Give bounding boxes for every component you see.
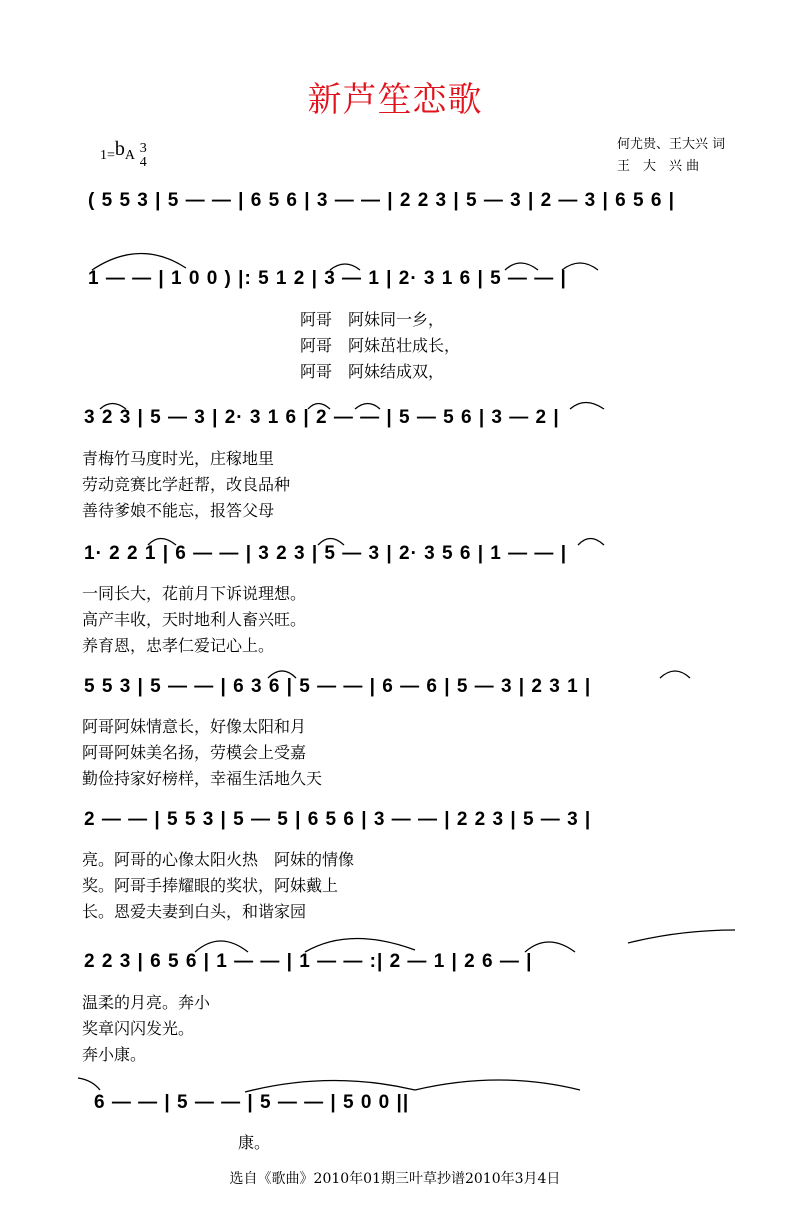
score-row-3: 3 2 3 | 5 — 3 | 2· 3 1 6 | 2 — — | 5 — 5 6 | 3 — 2 | [84, 407, 560, 428]
slur-arc [195, 941, 248, 952]
composer-credit: 王 大 兴 曲 [617, 159, 700, 174]
key-note: A [124, 148, 135, 164]
lyric-row-7-verse-1: 温柔的月亮。奔小 [82, 993, 211, 1012]
slur-arc [525, 942, 575, 952]
source-footer: 选自《歌曲》2010年01期三叶草抄谱2010年3月4日 [229, 1171, 561, 1187]
slur-arc [505, 263, 538, 270]
tie-arc [78, 1078, 100, 1090]
lyric-row-6-verse-1: 亮。阿哥的心像太阳火热 阿妹的情像 [82, 850, 355, 869]
lyric-row-7-verse-2: 奖章闪闪发光。 [82, 1019, 195, 1038]
slur-arc [570, 403, 604, 410]
tie-arc [92, 253, 186, 270]
lyric-row-2-verse-3: 阿哥 阿妹结成双， [300, 362, 445, 381]
score-row-7: 2 2 3 | 6 5 6 | 1 — — | 1 — — :| 2 — 1 | 2 6 — | [84, 951, 533, 972]
tie-arc [305, 938, 415, 952]
slur-arc [308, 404, 330, 410]
lyric-row-6-verse-3: 长。恩爱夫妻到白头，和谐家园 [82, 902, 307, 921]
lyric-row-4-verse-1: 一同长大，花前月下诉说理想。 [82, 584, 307, 603]
lyric-row-3-verse-3: 善待爹娘不能忘，报答父母 [82, 501, 275, 520]
lyric-row-4-verse-3: 养育恩，忠孝仁爱记心上。 [82, 636, 275, 655]
lyric-row-8: 康。 [238, 1133, 271, 1152]
tie-arc [245, 1080, 415, 1092]
slur-arc [660, 671, 690, 678]
lyric-row-3-verse-2: 劳动竞赛比学赶帮，改良品种 [82, 475, 291, 494]
lyricist-credit: 何尤贵、王大兴 词 [617, 137, 726, 152]
lyric-row-5-verse-3: 勤俭持家好榜样，幸福生活地久天 [82, 769, 323, 788]
lyric-row-2-verse-1: 阿哥 阿妹同一乡， [300, 310, 445, 329]
tie-arc [628, 930, 735, 943]
time-bottom: 4 [139, 155, 147, 170]
score-row-2: 1 — — | 1 0 0 ) |: 5 1 2 | 3 — 1 | 2· 3 1 6 | 5 — — | [88, 268, 567, 289]
slur-arc [268, 671, 296, 678]
lyric-row-6-verse-2: 奖。阿哥手捧耀眼的奖状，阿妹戴上 [82, 876, 339, 895]
score-row-1: ( 5 5 3 | 5 — — | 6 5 6 | 3 — — | 2 2 3 | 5 — 3 | 2 — 3 | 6 5 6 | [88, 190, 675, 211]
lyric-row-5-verse-1: 阿哥阿妹情意长，好像太阳和月 [82, 717, 307, 736]
flat-sign: b [114, 138, 125, 161]
slur-arc [355, 404, 380, 410]
score-row-6: 2 — — | 5 5 3 | 5 — 5 | 6 5 6 | 3 — — | 2 2 3 | 5 — 3 | [84, 809, 592, 830]
tie-arc [415, 1080, 580, 1090]
lyric-row-3-verse-1: 青梅竹马度时光，庄稼地里 [82, 449, 275, 468]
song-title: 新芦笙恋歌 [307, 80, 483, 120]
slur-arc [578, 539, 604, 546]
key-tonic: 1= [100, 148, 115, 164]
score-row-4: 1· 2 2 1 | 6 — — | 3 2 3 | 5 — 3 | 2· 3 5 6 | 1 — — | [84, 543, 568, 564]
score-row-5: 5 5 3 | 5 — — | 6 3 6 | 5 — — | 6 — 6 | 5 — 3 | 2 3 1 | [84, 676, 592, 697]
slur-arc [148, 539, 176, 546]
lyric-row-5-verse-2: 阿哥阿妹美名扬，劳模会上受嘉 [82, 743, 307, 762]
score-row-8: 6 — — | 5 — — | 5 — — | 5 0 0 || [94, 1092, 410, 1113]
slur-arc [562, 263, 598, 270]
lyric-row-4-verse-2: 高产丰收，天时地利人畜兴旺。 [82, 610, 307, 629]
lyric-row-7-verse-3: 奔小康。 [82, 1045, 147, 1064]
time-top: 3 [139, 141, 147, 156]
slur-arc [330, 264, 360, 270]
lyric-row-2-verse-2: 阿哥 阿妹茁壮成长， [300, 336, 461, 355]
slur-arc [100, 404, 126, 410]
slur-arc [318, 539, 344, 546]
